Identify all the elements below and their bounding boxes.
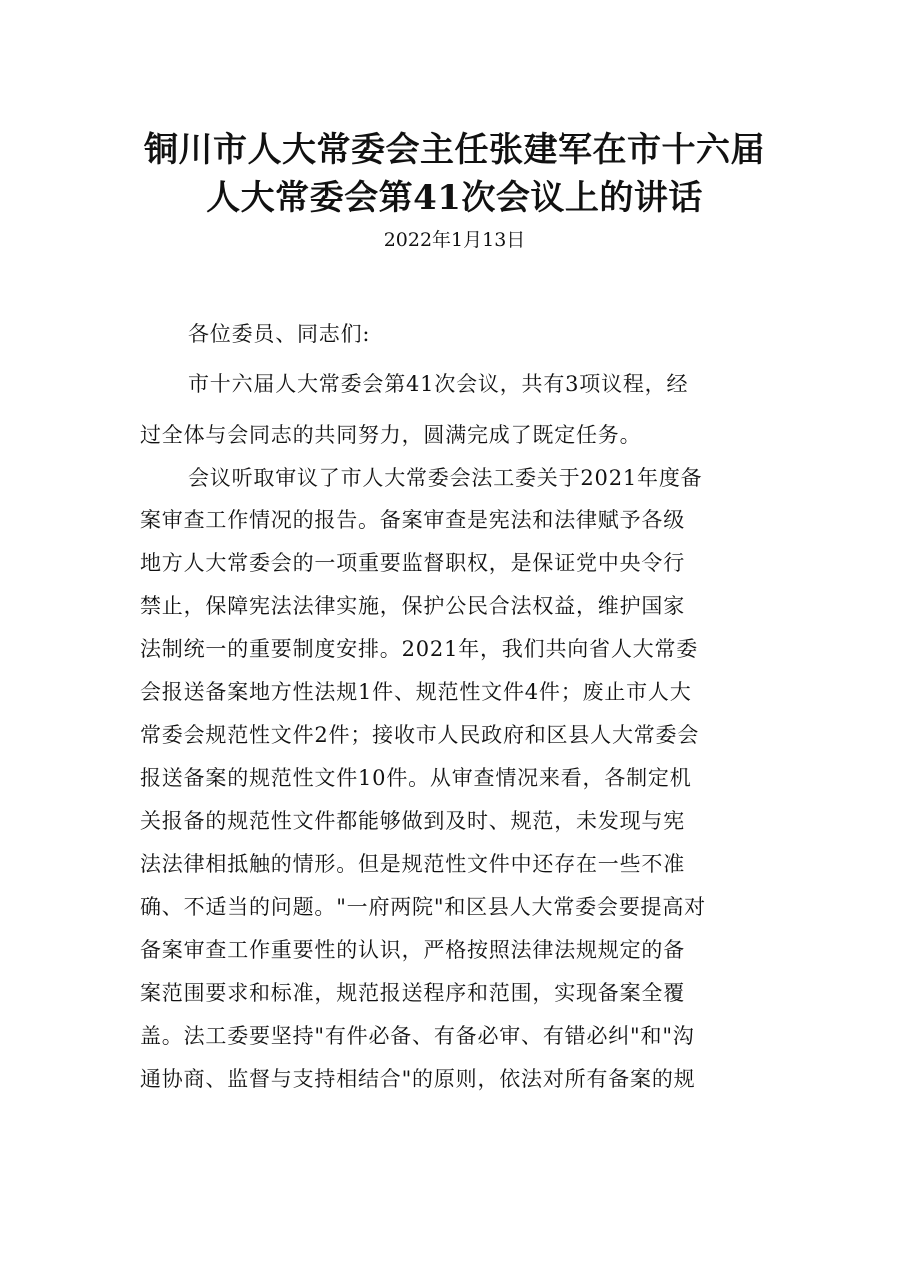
- body-line: 市十六届人大常委会第41次会议，共有3项议程，经: [188, 372, 689, 396]
- salutation: 各位委员、同志们:: [188, 322, 371, 346]
- body-line: 报送备案的规范性文件10件。从审查情况来看，各制定机: [140, 766, 692, 790]
- body-line: 会报送备案地方性法规1件、规范性文件4件；废止市人大: [140, 680, 692, 704]
- body-line: 会议听取审议了市人大常委会法工委关于2021年度备: [188, 466, 703, 490]
- body-line: 法制统一的重要制度安排。2021年，我们共向省人大常委: [140, 637, 699, 661]
- body-line: 法法律相抵触的情形。但是规范性文件中还存在一些不准: [140, 852, 685, 876]
- document-title-line-1: 铜川市人大常委会主任张建军在市十六届: [144, 130, 765, 170]
- body-line: 案范围要求和标准，规范报送程序和范围，实现备案全覆: [140, 981, 685, 1005]
- document-title-line-2: 人大常委会第41次会议上的讲话: [206, 178, 703, 218]
- body-line: 备案审查工作重要性的认识，严格按照法律法规规定的备: [140, 938, 685, 962]
- body-line: 常委会规范性文件2件；接收市人民政府和区县人大常委会: [140, 723, 700, 747]
- body-line: 确、不适当的问题。"一府两院"和区县人大常委会要提高对: [140, 895, 706, 919]
- body-line: 盖。法工委要坚持"有件必备、有备必审、有错必纠"和"沟: [140, 1024, 695, 1048]
- body-line: 过全体与会同志的共同努力，圆满完成了既定任务。: [140, 423, 642, 447]
- body-line: 案审查工作情况的报告。备案审查是宪法和法律赋予各级: [140, 508, 685, 532]
- document-date: 2022年1月13日: [383, 229, 526, 251]
- body-line: 地方人大常委会的一项重要监督职权，是保证党中央令行: [140, 551, 685, 575]
- body-line: 关报备的规范性文件都能够做到及时、规范，未发现与宪: [140, 809, 685, 833]
- body-line: 禁止，保障宪法法律实施，保护公民合法权益，维护国家: [140, 594, 685, 618]
- body-line: 通协商、监督与支持相结合"的原则，依法对所有备案的规: [140, 1067, 696, 1091]
